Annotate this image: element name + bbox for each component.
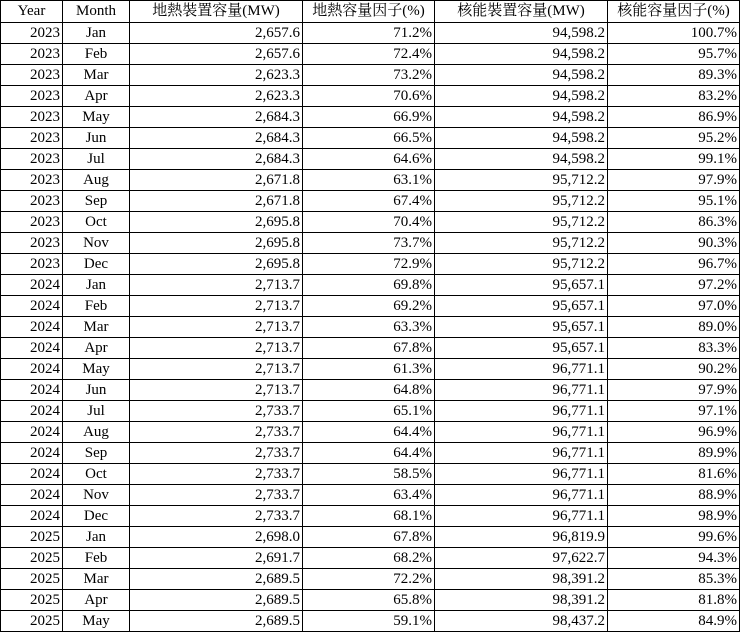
geothermal-capacity-factor-cell: 64.6% xyxy=(303,149,435,170)
table-row xyxy=(1,548,740,569)
table-row xyxy=(1,485,740,506)
geothermal-capacity-factor-cell: 70.4% xyxy=(303,212,435,233)
geothermal-capacity-factor-cell: 63.1% xyxy=(303,170,435,191)
table-row xyxy=(1,443,740,464)
table-body xyxy=(1,23,740,632)
header-nuclear-capacity: 核能裝置容量(MW) xyxy=(435,1,608,23)
table-row xyxy=(1,401,740,422)
geothermal-capacity-cell: 2,733.7 xyxy=(130,464,303,485)
nuclear-capacity-cell: 94,598.2 xyxy=(435,107,608,128)
nuclear-capacity-cell: 96,771.1 xyxy=(435,443,608,464)
geothermal-capacity-cell: 2,684.3 xyxy=(130,149,303,170)
year-cell: 2025 xyxy=(1,527,63,548)
nuclear-capacity-cell: 95,657.1 xyxy=(435,296,608,317)
month-cell: Jan xyxy=(63,23,130,44)
table-row xyxy=(1,590,740,611)
nuclear-capacity-cell: 95,657.1 xyxy=(435,338,608,359)
nuclear-capacity-cell: 95,712.2 xyxy=(435,233,608,254)
table-row xyxy=(1,527,740,548)
geothermal-capacity-factor-cell: 63.4% xyxy=(303,485,435,506)
geothermal-capacity-factor-cell: 66.9% xyxy=(303,107,435,128)
year-cell: 2023 xyxy=(1,128,63,149)
month-cell: Mar xyxy=(63,569,130,590)
nuclear-capacity-cell: 94,598.2 xyxy=(435,86,608,107)
nuclear-capacity-factor-cell: 94.3% xyxy=(608,548,740,569)
year-cell: 2023 xyxy=(1,212,63,233)
year-cell: 2023 xyxy=(1,233,63,254)
month-cell: Mar xyxy=(63,65,130,86)
nuclear-capacity-factor-cell: 97.0% xyxy=(608,296,740,317)
month-cell: Jan xyxy=(63,275,130,296)
geothermal-capacity-cell: 2,695.8 xyxy=(130,254,303,275)
geothermal-capacity-cell: 2,691.7 xyxy=(130,548,303,569)
year-cell: 2023 xyxy=(1,107,63,128)
geothermal-capacity-factor-cell: 63.3% xyxy=(303,317,435,338)
month-cell: Nov xyxy=(63,233,130,254)
geothermal-capacity-cell: 2,684.3 xyxy=(130,128,303,149)
table-row xyxy=(1,212,740,233)
year-cell: 2025 xyxy=(1,548,63,569)
geothermal-capacity-factor-cell: 69.8% xyxy=(303,275,435,296)
geothermal-capacity-cell: 2,684.3 xyxy=(130,107,303,128)
year-cell: 2025 xyxy=(1,611,63,632)
nuclear-capacity-cell: 96,771.1 xyxy=(435,464,608,485)
nuclear-capacity-factor-cell: 99.1% xyxy=(608,149,740,170)
geothermal-capacity-cell: 2,623.3 xyxy=(130,86,303,107)
year-cell: 2025 xyxy=(1,590,63,611)
table-header xyxy=(1,1,740,23)
month-cell: Feb xyxy=(63,548,130,569)
geothermal-capacity-factor-cell: 64.4% xyxy=(303,422,435,443)
geothermal-capacity-factor-cell: 73.7% xyxy=(303,233,435,254)
table-row xyxy=(1,149,740,170)
geothermal-capacity-factor-cell: 65.8% xyxy=(303,590,435,611)
year-cell: 2024 xyxy=(1,275,63,296)
month-cell: Feb xyxy=(63,296,130,317)
nuclear-capacity-factor-cell: 85.3% xyxy=(608,569,740,590)
month-cell: Jan xyxy=(63,527,130,548)
geothermal-capacity-cell: 2,671.8 xyxy=(130,170,303,191)
geothermal-capacity-cell: 2,713.7 xyxy=(130,380,303,401)
month-cell: Mar xyxy=(63,317,130,338)
nuclear-capacity-cell: 98,391.2 xyxy=(435,590,608,611)
geothermal-capacity-factor-cell: 67.8% xyxy=(303,338,435,359)
table-row xyxy=(1,23,740,44)
geothermal-capacity-cell: 2,657.6 xyxy=(130,44,303,65)
geothermal-capacity-factor-cell: 66.5% xyxy=(303,128,435,149)
table-row xyxy=(1,464,740,485)
month-cell: Jun xyxy=(63,380,130,401)
nuclear-capacity-factor-cell: 97.2% xyxy=(608,275,740,296)
nuclear-capacity-cell: 95,657.1 xyxy=(435,317,608,338)
nuclear-capacity-cell: 94,598.2 xyxy=(435,149,608,170)
nuclear-capacity-factor-cell: 83.2% xyxy=(608,86,740,107)
year-cell: 2023 xyxy=(1,65,63,86)
nuclear-capacity-factor-cell: 86.9% xyxy=(608,107,740,128)
year-cell: 2024 xyxy=(1,464,63,485)
year-cell: 2024 xyxy=(1,380,63,401)
nuclear-capacity-factor-cell: 89.0% xyxy=(608,317,740,338)
table-row xyxy=(1,506,740,527)
month-cell: Dec xyxy=(63,506,130,527)
year-cell: 2023 xyxy=(1,170,63,191)
month-cell: May xyxy=(63,107,130,128)
year-cell: 2023 xyxy=(1,254,63,275)
month-cell: Dec xyxy=(63,254,130,275)
year-cell: 2023 xyxy=(1,149,63,170)
nuclear-capacity-cell: 96,771.1 xyxy=(435,359,608,380)
nuclear-capacity-cell: 98,391.2 xyxy=(435,569,608,590)
table-row xyxy=(1,170,740,191)
geothermal-capacity-cell: 2,689.5 xyxy=(130,611,303,632)
geothermal-capacity-cell: 2,671.8 xyxy=(130,191,303,212)
year-cell: 2023 xyxy=(1,44,63,65)
geothermal-capacity-cell: 2,713.7 xyxy=(130,359,303,380)
geothermal-capacity-factor-cell: 67.8% xyxy=(303,527,435,548)
table-row xyxy=(1,275,740,296)
month-cell: Oct xyxy=(63,464,130,485)
geothermal-capacity-cell: 2,698.0 xyxy=(130,527,303,548)
geothermal-capacity-cell: 2,733.7 xyxy=(130,401,303,422)
year-cell: 2024 xyxy=(1,338,63,359)
nuclear-capacity-cell: 95,712.2 xyxy=(435,191,608,212)
year-cell: 2023 xyxy=(1,86,63,107)
nuclear-capacity-cell: 94,598.2 xyxy=(435,128,608,149)
month-cell: Apr xyxy=(63,338,130,359)
geothermal-capacity-cell: 2,733.7 xyxy=(130,443,303,464)
nuclear-capacity-cell: 96,771.1 xyxy=(435,401,608,422)
geothermal-capacity-factor-cell: 72.4% xyxy=(303,44,435,65)
nuclear-capacity-factor-cell: 83.3% xyxy=(608,338,740,359)
year-cell: 2024 xyxy=(1,359,63,380)
table-row xyxy=(1,611,740,632)
geothermal-capacity-cell: 2,623.3 xyxy=(130,65,303,86)
nuclear-capacity-cell: 94,598.2 xyxy=(435,23,608,44)
table-row xyxy=(1,128,740,149)
nuclear-capacity-cell: 97,622.7 xyxy=(435,548,608,569)
geothermal-capacity-cell: 2,713.7 xyxy=(130,275,303,296)
month-cell: Sep xyxy=(63,191,130,212)
table-row xyxy=(1,107,740,128)
nuclear-capacity-factor-cell: 99.6% xyxy=(608,527,740,548)
geothermal-capacity-cell: 2,695.8 xyxy=(130,212,303,233)
nuclear-capacity-factor-cell: 88.9% xyxy=(608,485,740,506)
geothermal-capacity-factor-cell: 73.2% xyxy=(303,65,435,86)
geothermal-capacity-cell: 2,713.7 xyxy=(130,296,303,317)
geothermal-capacity-factor-cell: 61.3% xyxy=(303,359,435,380)
table-row xyxy=(1,338,740,359)
geothermal-capacity-factor-cell: 64.4% xyxy=(303,443,435,464)
geothermal-capacity-cell: 2,713.7 xyxy=(130,338,303,359)
geothermal-capacity-factor-cell: 67.4% xyxy=(303,191,435,212)
geothermal-capacity-cell: 2,713.7 xyxy=(130,317,303,338)
geothermal-capacity-factor-cell: 68.1% xyxy=(303,506,435,527)
year-cell: 2024 xyxy=(1,317,63,338)
geothermal-capacity-cell: 2,733.7 xyxy=(130,485,303,506)
nuclear-capacity-factor-cell: 90.2% xyxy=(608,359,740,380)
year-cell: 2024 xyxy=(1,506,63,527)
month-cell: Aug xyxy=(63,422,130,443)
nuclear-capacity-cell: 95,712.2 xyxy=(435,170,608,191)
nuclear-capacity-cell: 98,437.2 xyxy=(435,611,608,632)
nuclear-capacity-factor-cell: 90.3% xyxy=(608,233,740,254)
geothermal-capacity-factor-cell: 64.8% xyxy=(303,380,435,401)
geothermal-capacity-cell: 2,733.7 xyxy=(130,422,303,443)
month-cell: Apr xyxy=(63,590,130,611)
table-row xyxy=(1,233,740,254)
nuclear-capacity-factor-cell: 89.3% xyxy=(608,65,740,86)
header-year: Year xyxy=(1,1,63,23)
table-row xyxy=(1,296,740,317)
nuclear-capacity-factor-cell: 95.1% xyxy=(608,191,740,212)
year-cell: 2024 xyxy=(1,485,63,506)
nuclear-capacity-factor-cell: 97.9% xyxy=(608,380,740,401)
month-cell: Jul xyxy=(63,149,130,170)
nuclear-capacity-factor-cell: 81.8% xyxy=(608,590,740,611)
nuclear-capacity-factor-cell: 89.9% xyxy=(608,443,740,464)
month-cell: Jun xyxy=(63,128,130,149)
geothermal-capacity-factor-cell: 68.2% xyxy=(303,548,435,569)
header-geothermal-capacity-factor: 地熱容量因子(%) xyxy=(303,1,435,23)
year-cell: 2024 xyxy=(1,443,63,464)
geothermal-capacity-cell: 2,695.8 xyxy=(130,233,303,254)
nuclear-capacity-factor-cell: 97.9% xyxy=(608,170,740,191)
geothermal-capacity-factor-cell: 59.1% xyxy=(303,611,435,632)
month-cell: May xyxy=(63,359,130,380)
nuclear-capacity-factor-cell: 86.3% xyxy=(608,212,740,233)
nuclear-capacity-cell: 94,598.2 xyxy=(435,44,608,65)
header-month: Month xyxy=(63,1,130,23)
geothermal-capacity-factor-cell: 69.2% xyxy=(303,296,435,317)
table-row xyxy=(1,65,740,86)
nuclear-capacity-cell: 96,771.1 xyxy=(435,506,608,527)
year-cell: 2023 xyxy=(1,191,63,212)
table-row xyxy=(1,317,740,338)
table-row xyxy=(1,422,740,443)
geothermal-capacity-factor-cell: 65.1% xyxy=(303,401,435,422)
year-cell: 2023 xyxy=(1,23,63,44)
geothermal-capacity-factor-cell: 72.2% xyxy=(303,569,435,590)
nuclear-capacity-factor-cell: 96.9% xyxy=(608,422,740,443)
geothermal-capacity-cell: 2,657.6 xyxy=(130,23,303,44)
nuclear-capacity-factor-cell: 95.7% xyxy=(608,44,740,65)
month-cell: Sep xyxy=(63,443,130,464)
year-cell: 2024 xyxy=(1,422,63,443)
month-cell: Aug xyxy=(63,170,130,191)
nuclear-capacity-cell: 95,657.1 xyxy=(435,275,608,296)
table-row xyxy=(1,569,740,590)
nuclear-capacity-cell: 94,598.2 xyxy=(435,65,608,86)
month-cell: Oct xyxy=(63,212,130,233)
nuclear-capacity-factor-cell: 95.2% xyxy=(608,128,740,149)
nuclear-capacity-factor-cell: 81.6% xyxy=(608,464,740,485)
nuclear-capacity-cell: 96,819.9 xyxy=(435,527,608,548)
nuclear-capacity-factor-cell: 98.9% xyxy=(608,506,740,527)
nuclear-capacity-cell: 96,771.1 xyxy=(435,422,608,443)
table-row xyxy=(1,44,740,65)
header-row xyxy=(1,1,740,23)
geothermal-capacity-factor-cell: 70.6% xyxy=(303,86,435,107)
geothermal-capacity-cell: 2,689.5 xyxy=(130,590,303,611)
nuclear-capacity-cell: 95,712.2 xyxy=(435,212,608,233)
geothermal-capacity-factor-cell: 58.5% xyxy=(303,464,435,485)
year-cell: 2024 xyxy=(1,296,63,317)
table-row xyxy=(1,191,740,212)
nuclear-capacity-cell: 95,712.2 xyxy=(435,254,608,275)
month-cell: Apr xyxy=(63,86,130,107)
table-row xyxy=(1,86,740,107)
geothermal-capacity-factor-cell: 72.9% xyxy=(303,254,435,275)
geothermal-capacity-factor-cell: 71.2% xyxy=(303,23,435,44)
year-cell: 2025 xyxy=(1,569,63,590)
month-cell: Feb xyxy=(63,44,130,65)
header-geothermal-capacity: 地熱裝置容量(MW) xyxy=(130,1,303,23)
month-cell: Nov xyxy=(63,485,130,506)
table-row xyxy=(1,254,740,275)
year-cell: 2024 xyxy=(1,401,63,422)
table-row xyxy=(1,359,740,380)
month-cell: Jul xyxy=(63,401,130,422)
header-nuclear-capacity-factor: 核能容量因子(%) xyxy=(608,1,740,23)
nuclear-capacity-factor-cell: 84.9% xyxy=(608,611,740,632)
geothermal-capacity-cell: 2,689.5 xyxy=(130,569,303,590)
nuclear-capacity-factor-cell: 96.7% xyxy=(608,254,740,275)
table-row xyxy=(1,380,740,401)
nuclear-capacity-cell: 96,771.1 xyxy=(435,380,608,401)
nuclear-capacity-factor-cell: 97.1% xyxy=(608,401,740,422)
nuclear-capacity-cell: 96,771.1 xyxy=(435,485,608,506)
nuclear-capacity-factor-cell: 100.7% xyxy=(608,23,740,44)
geothermal-capacity-cell: 2,733.7 xyxy=(130,506,303,527)
month-cell: May xyxy=(63,611,130,632)
